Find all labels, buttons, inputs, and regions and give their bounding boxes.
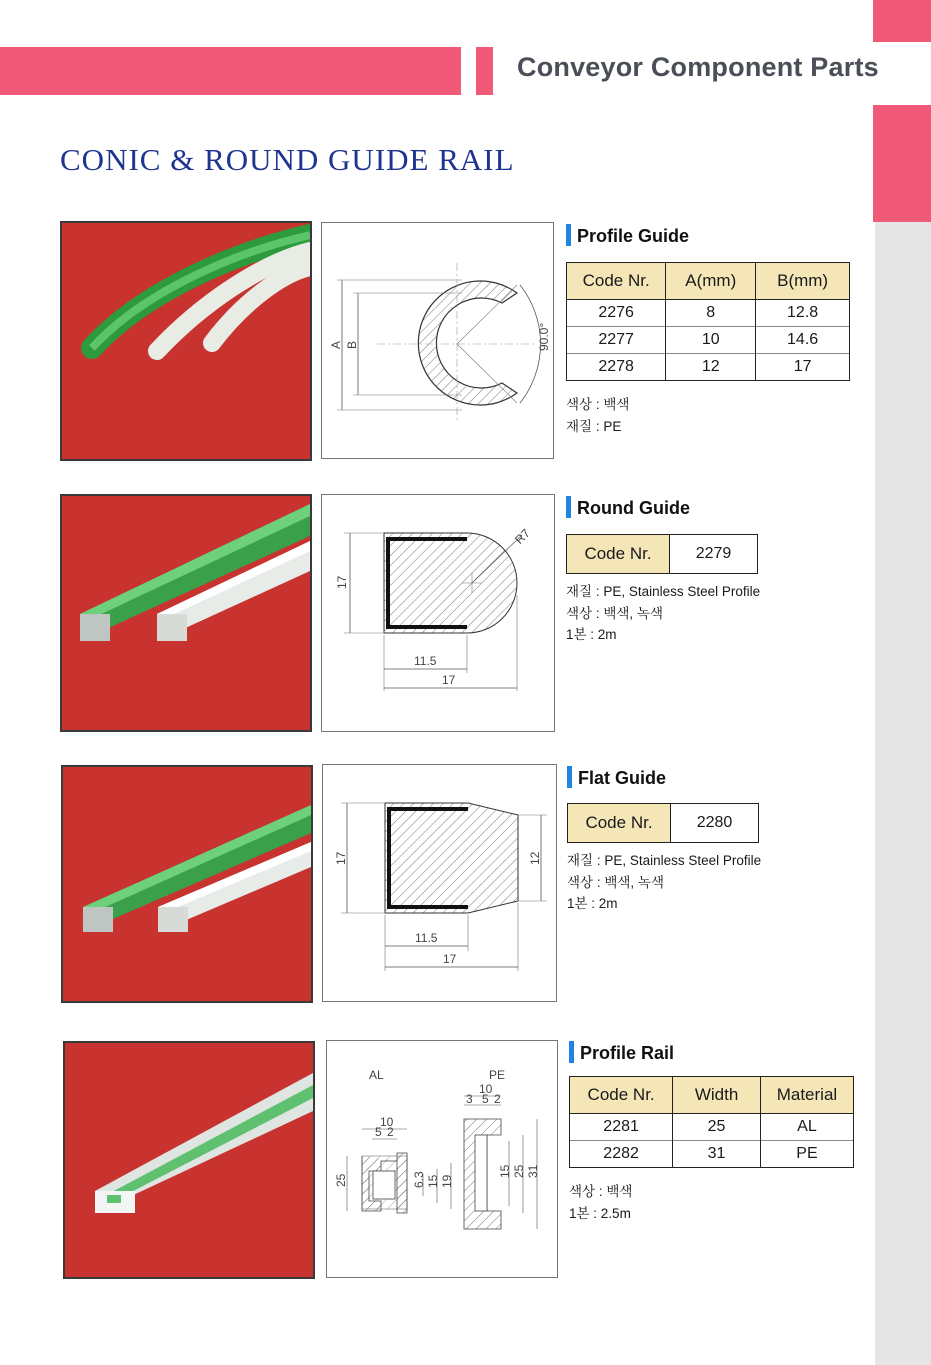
cell: 12 — [666, 354, 756, 381]
code-value: 2280 — [671, 804, 759, 843]
edge-tab-top — [873, 0, 931, 42]
al-dim-6: 19 — [440, 1174, 454, 1188]
cell: 2278 — [567, 354, 666, 381]
cell: 31 — [673, 1141, 761, 1168]
dim-left-height: 17 — [334, 851, 348, 865]
pe-dim-4: 15 — [498, 1164, 512, 1178]
header-bar — [0, 47, 461, 95]
pe-dim-3: 2 — [494, 1092, 501, 1106]
profile-rail-drawing — [326, 1040, 558, 1278]
cell: 2282 — [570, 1141, 673, 1168]
profile-guide-heading — [566, 224, 689, 247]
dim-total-width: 17 — [442, 673, 456, 687]
cell: 2281 — [570, 1114, 673, 1141]
profile-guide-notes — [566, 394, 629, 437]
al-dim-3: 25 — [334, 1173, 348, 1187]
dim-inner-width: 11.5 — [414, 654, 437, 668]
table-row — [570, 1141, 854, 1168]
al-dim-4: 6.3 — [412, 1171, 426, 1188]
profile-guide-table — [566, 262, 850, 381]
note-line: 1본 : 2m — [567, 896, 618, 911]
note-line: 색상 : 백색, 녹색 — [566, 605, 663, 621]
dim-radius: R7 — [512, 526, 533, 547]
flat-guide-heading — [567, 766, 666, 789]
header-title: Conveyor Component Parts — [517, 52, 879, 82]
edge-gap — [873, 42, 931, 105]
section-marker — [567, 766, 572, 788]
note-line: 색상 : 백색 — [566, 397, 630, 412]
note-line: 1본 : 2m — [566, 627, 617, 642]
cell: 2276 — [567, 300, 666, 327]
cell: 10 — [666, 327, 756, 354]
table-row — [567, 327, 850, 354]
dim-height: 17 — [335, 575, 349, 589]
code-label: Code Nr. — [568, 804, 671, 843]
round-guide-drawing — [321, 494, 555, 732]
round-guide-notes — [566, 581, 760, 646]
dim-a-label: A — [329, 340, 343, 349]
note-line: 재질 : PE — [566, 418, 622, 434]
round-guide-code-table — [566, 534, 758, 574]
round-guide-photo — [60, 494, 312, 732]
al-dim-5: 15 — [426, 1174, 440, 1188]
cell: 12.8 — [756, 300, 850, 327]
section-marker — [566, 496, 571, 518]
pe-label: PE — [489, 1068, 506, 1082]
dim-right-height: 12 — [528, 851, 542, 865]
profile-rail-notes — [569, 1181, 632, 1224]
flat-guide-title: Flat Guide — [578, 768, 667, 788]
dim-angle-label: 90.0° — [537, 322, 551, 351]
profile-guide-title: Profile Guide — [577, 226, 690, 246]
table-row — [570, 1114, 854, 1141]
section-marker — [569, 1041, 574, 1063]
cell: 17 — [756, 354, 850, 381]
page-title: CONIC & ROUND GUIDE RAIL — [60, 142, 515, 177]
al-dim-0: 10 — [380, 1115, 394, 1129]
pe-dim-2: 5 — [482, 1092, 489, 1106]
header-tick — [476, 47, 493, 95]
profile-rail-heading — [569, 1041, 674, 1064]
cell: 25 — [673, 1114, 761, 1141]
al-label: AL — [369, 1068, 384, 1082]
col-code: Code Nr. — [570, 1077, 673, 1114]
note-line: 색상 : 백색, 녹색 — [567, 874, 664, 890]
pe-dim-1: 3 — [466, 1092, 473, 1106]
note-line: 재질 : PE, Stainless Steel Profile — [567, 853, 762, 868]
profile-guide-photo — [60, 221, 312, 461]
profile-rail-table — [569, 1076, 854, 1168]
table-row — [567, 354, 850, 381]
table-row — [567, 300, 850, 327]
round-guide-heading — [566, 496, 690, 519]
al-dim-2: 2 — [387, 1125, 394, 1139]
note-line: 1본 : 2.5m — [569, 1205, 631, 1221]
dim-inner-width: 11.5 — [415, 931, 438, 945]
cell: 8 — [666, 300, 756, 327]
flat-guide-photo — [61, 765, 313, 1003]
cell: 14.6 — [756, 327, 850, 354]
code-label: Code Nr. — [567, 535, 670, 574]
dim-total-width: 17 — [443, 952, 457, 966]
cell: PE — [760, 1141, 853, 1168]
profile-rail-title: Profile Rail — [580, 1043, 675, 1063]
profile-rail-photo — [63, 1041, 315, 1279]
flat-guide-code-table — [567, 803, 759, 843]
profile-guide-drawing — [321, 222, 554, 459]
col-width: Width — [673, 1077, 761, 1114]
col-code: Code Nr. — [567, 263, 666, 300]
round-guide-title: Round Guide — [577, 498, 690, 518]
dim-b-label: B — [345, 340, 359, 349]
flat-guide-drawing — [322, 764, 557, 1002]
col-material: Material — [760, 1077, 853, 1114]
flat-guide-notes — [567, 850, 761, 915]
col-a: A(mm) — [666, 263, 756, 300]
pe-dim-5: 25 — [512, 1164, 526, 1178]
note-line: 재질 : PE, Stainless Steel Profile — [566, 584, 761, 599]
note-line: 색상 : 백색 — [569, 1184, 633, 1199]
edge-tab-mid — [873, 105, 931, 222]
code-value: 2279 — [670, 535, 758, 574]
al-dim-1: 5 — [375, 1125, 382, 1139]
cell: 2277 — [567, 327, 666, 354]
section-marker — [566, 224, 571, 246]
pe-dim-0: 10 — [479, 1082, 493, 1096]
pe-dim-6: 31 — [526, 1164, 540, 1178]
col-b: B(mm) — [756, 263, 850, 300]
cell: AL — [760, 1114, 853, 1141]
